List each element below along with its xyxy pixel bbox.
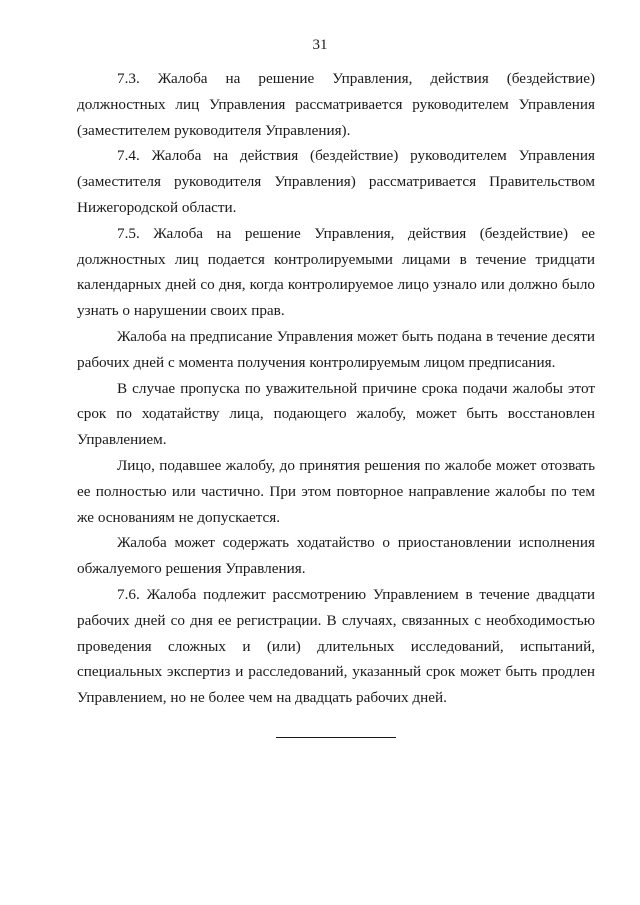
paragraph-complaint-withdrawal: Лицо, подавшее жалобу, до принятия решения по жалобе может отозвать ее полностью или частично. При этом повторное направление жалобы по тем же основаниям не допускается. <box>77 456 595 526</box>
document-body <box>77 66 595 711</box>
end-separator-line <box>276 737 396 738</box>
paragraph-7-4: 7.4. Жалоба на действия (бездействие) руководителем Управления (заместителя руководителя Управления) рассматривается Правительством Нижегородской области. <box>77 147 595 216</box>
page-number: 31 <box>312 37 328 53</box>
paragraph-7-3: 7.3. Жалоба на решение Управления, действия (бездействие) должностных лиц Управления рассматривается руководителем Управления (заместителем руководителя Управления). <box>77 70 595 139</box>
paragraph-7-5: 7.5. Жалоба на решение Управления, действия (бездействие) ее должностных лиц подается контролируемыми лицами в течение тридцати календарных дней со дня, когда контролируемое лицо узнало или должно было узнать о нарушении своих прав. <box>77 224 595 320</box>
paragraph-7-6: 7.6. Жалоба подлежит рассмотрению Управлением в течение двадцати рабочих дней со дня ее регистрации. В случаях, связанных с необходимостью проведения сложных и (или) длительных исследований, испытаний, специальных экспертиз и расследований, указанный срок может быть продлен Управлением, но не более чем на двадцать рабочих дней. <box>77 585 595 707</box>
paragraph-deadline-restoration: В случае пропуска по уважительной причине срока подачи жалобы этот срок по ходатайству лица, подающего жалобу, может быть восстановлен Управлением. <box>77 379 595 449</box>
paragraph-prescription-complaint: Жалоба на предписание Управления может быть подана в течение десяти рабочих дней с момента получения контролируемым лицом предписания. <box>77 327 595 371</box>
paragraph-suspension-request: Жалоба может содержать ходатайство о приостановлении исполнения обжалуемого решения Управления. <box>77 534 595 578</box>
